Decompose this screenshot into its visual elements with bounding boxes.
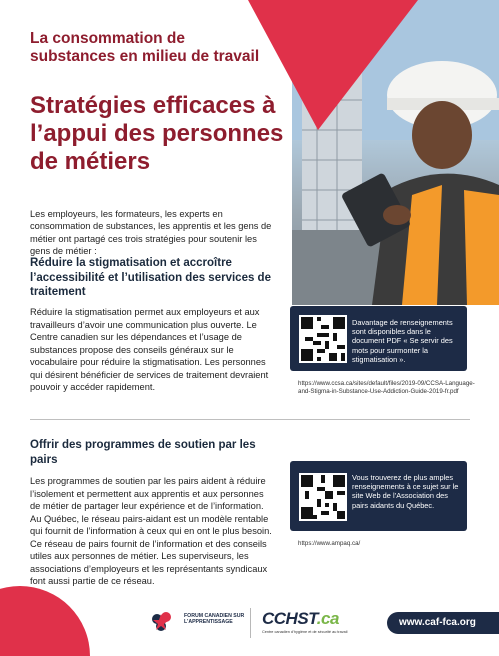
maple-leaf-logo-icon xyxy=(148,610,178,636)
section1-info-box xyxy=(290,306,467,371)
corner-red-circle-shape xyxy=(0,572,90,656)
website-link[interactable]: www.caf-fca.org xyxy=(387,612,499,634)
section2-qr-caption: Vous trouverez de plus amples renseignements à ce sujet sur le site Web de l’Association des pairs aidants du Québec. xyxy=(352,473,459,510)
section1-url-link[interactable]: https://www.ccsa.ca/sites/default/files/2019-09/CCSA-Language-and-Stigma-in-Substance-Use-Addiction-Guide-2019-fr.pdf xyxy=(298,380,475,395)
qr-code-icon[interactable] xyxy=(299,315,347,363)
forum-logo xyxy=(148,610,248,636)
section1-qr-caption: Davantage de renseignements sont disponibles dans le document PDF « Se servir des mots pour surmonter la stigmatisation ». xyxy=(352,318,453,364)
qr-code-icon[interactable] xyxy=(299,473,347,521)
cchst-logo-text: CCHST xyxy=(262,609,317,628)
section2-url-link[interactable]: https://www.ampaq.ca/ xyxy=(298,540,361,547)
footer-logos xyxy=(140,608,380,638)
logo-separator xyxy=(250,608,251,638)
section-divider xyxy=(30,419,470,420)
section2-info-box xyxy=(290,461,467,531)
section1-heading: Réduire la stigmatisation et accroître l’accessibilité et l’utilisation des services de traitement xyxy=(30,257,271,298)
section1-body: Réduire la stigmatisation permet aux employeurs et aux travailleurs d’avoir une communication plus ouverte. Le Centre canadien sur les dépendances et l’usage de substances propose des conseils généraux sur le vocabulaire pour réduire la stigmatisation. Les personnes qui désirent bénéficier de services de traitement devraient pouvoir y accéder rapidement. xyxy=(30,307,269,392)
intro-paragraph: Les employeurs, les formateurs, les experts en consommation de substances, les apprentis et les gens de métier ont partagé ces trois stratégies pour soutenir les gens de métier : xyxy=(30,209,272,256)
kicker-title: La consommation de substances en milieu de travail xyxy=(30,30,260,65)
forum-logo-text: FORUM CANADIEN SUR L’APPRENTISSAGE xyxy=(184,613,245,625)
page-title: Stratégies efficaces à l’appui des personnes de métiers xyxy=(30,92,284,175)
section2-body: Les programmes de soutien par les pairs aident à réduire l’isolement et permettent aux apprentis et aux personnes de métier de partager leur expérience et de l’information. Au Québec, le réseau pairs-aidant est un modèle rentable qui fournit de l’information à ceux qui en ont le plus besoin. Ce réseau de pairs fournit de l’information et des conseils utiles aux personnes de métier. Les superviseurs, les associations d’employeurs et les représentants syndicaux font aussi partie de ce réseau. xyxy=(30,476,272,586)
cchst-logo-suffix: .ca xyxy=(316,609,339,628)
section2-heading: Offrir des programmes de soutien par les pairs xyxy=(30,439,256,466)
cchst-logo xyxy=(262,609,339,629)
cchst-logo-subtitle: Centre canadien d’hygiène et de sécurité au travail xyxy=(262,630,348,634)
